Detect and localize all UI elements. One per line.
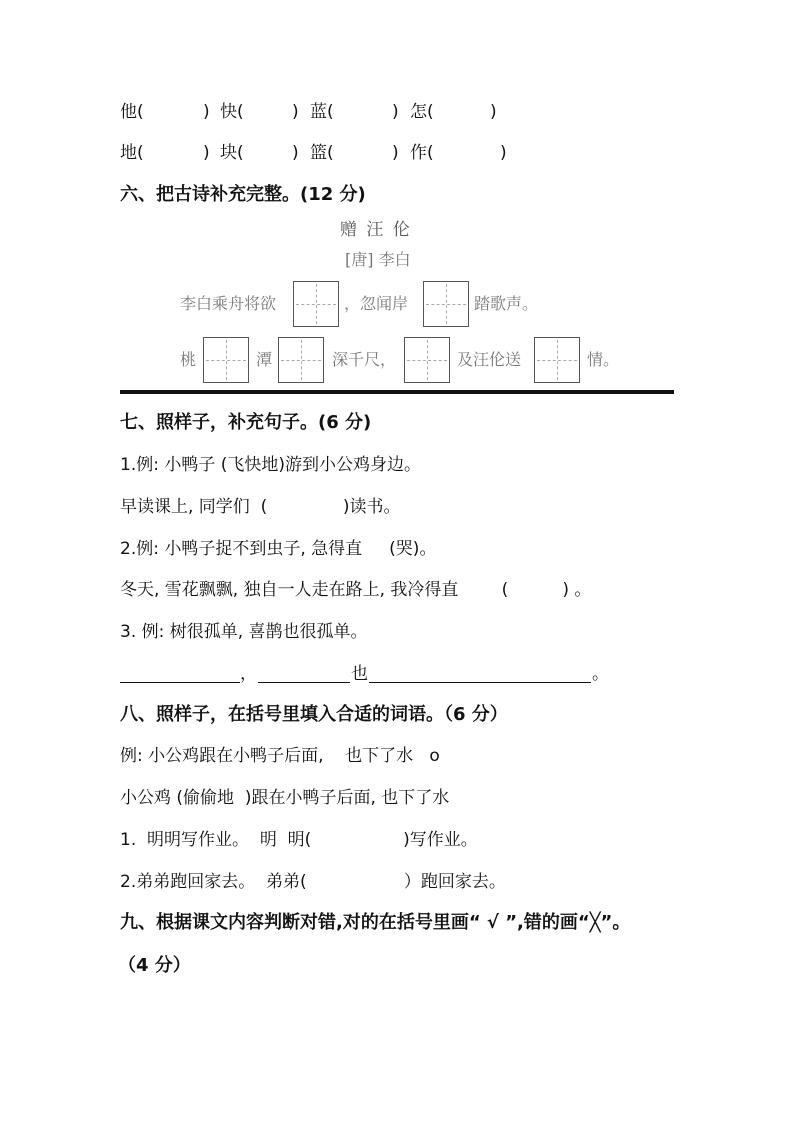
section-8-heading: 八、照样子，在括号里填入合适的词语。（6 分） bbox=[120, 704, 508, 725]
q3-separator: ， bbox=[240, 664, 257, 684]
s8-example-2: 小公鸡 (偷偷地 )跟在小鸭子后面, 也下了水 bbox=[120, 788, 450, 808]
q3-also: 也 bbox=[351, 664, 368, 684]
char-cell: 作( bbox=[410, 143, 434, 163]
q3-end: 。 bbox=[592, 664, 609, 684]
section-9-heading: 九、根据课文内容判断对错,对的在括号里画“ √ ”,错的画“╳”。 bbox=[120, 912, 631, 933]
answer-blank[interactable] bbox=[369, 682, 591, 683]
tian-grid-box[interactable] bbox=[423, 281, 469, 327]
tian-grid-box[interactable] bbox=[293, 281, 339, 327]
char-cell: 怎( bbox=[410, 102, 434, 122]
char-cell-close: ) bbox=[203, 102, 210, 122]
tian-grid-box[interactable] bbox=[278, 337, 324, 383]
char-cell: 篮( bbox=[310, 143, 334, 163]
q1-task: 早读课上, 同学们 ( )读书。 bbox=[120, 497, 401, 517]
tian-grid-box[interactable] bbox=[203, 337, 249, 383]
section-9-score: （4 分） bbox=[118, 955, 191, 976]
q2-example: 2.例: 小鸭子捉不到虫子, 急得直 (哭)。 bbox=[120, 539, 437, 559]
q2-task: 冬天, 雪花飘飘, 独自一人走在路上, 我冷得直 ( ) 。 bbox=[120, 580, 592, 600]
q1-example: 1.例: 小鸭子 (飞快地)游到小公鸡身边。 bbox=[120, 455, 422, 475]
s8-q2: 2.弟弟跑回家去。 弟弟( ）跑回家去。 bbox=[120, 872, 506, 892]
poem-line2-part2: 潭 bbox=[256, 350, 273, 369]
section-6-heading: 六、把古诗补充完整。(12 分) bbox=[120, 184, 366, 205]
char-cell-close: ) bbox=[292, 143, 299, 163]
char-cell-close: ) bbox=[292, 102, 299, 122]
poem-line1-part3: 踏歌声。 bbox=[474, 294, 539, 313]
char-cell-close: ) bbox=[392, 143, 399, 163]
char-cell-close: ) bbox=[392, 102, 399, 122]
poem-line2-part1: 桃 bbox=[180, 350, 197, 369]
char-cell: 块( bbox=[220, 143, 244, 163]
char-cell: 地( bbox=[120, 143, 144, 163]
s8-example-1: 例: 小公鸡跟在小鸭子后面, 也下了水 o bbox=[120, 746, 440, 766]
tian-grid-box[interactable] bbox=[404, 337, 450, 383]
char-cell: 快( bbox=[220, 102, 244, 122]
poem-author: [唐] 李白 bbox=[345, 250, 411, 269]
poem-title: 赠 汪 伦 bbox=[340, 220, 412, 240]
poem-line2-part5: 情。 bbox=[587, 350, 620, 369]
answer-blank[interactable] bbox=[258, 682, 350, 683]
poem-line1-part1: 李白乘舟将欲 bbox=[180, 294, 277, 313]
q3-example: 3. 例: 树很孤单, 喜鹊也很孤单。 bbox=[120, 622, 368, 642]
char-cell-close: ) bbox=[490, 102, 497, 122]
section-7-heading: 七、照样子，补充句子。(6 分) bbox=[120, 412, 372, 433]
poem-line2-part4: 及汪伦送 bbox=[457, 350, 522, 369]
tian-grid-box[interactable] bbox=[534, 337, 580, 383]
poem-line1-part2: ，忽闻岸 bbox=[344, 294, 409, 313]
answer-blank[interactable] bbox=[120, 682, 240, 683]
char-cell: 蓝( bbox=[310, 102, 334, 122]
char-cell-close: ) bbox=[500, 143, 507, 163]
char-cell-close: ) bbox=[203, 143, 210, 163]
char-cell: 他( bbox=[120, 102, 144, 122]
section-divider bbox=[120, 390, 674, 394]
poem-line2-part3: 深千尺， bbox=[332, 350, 397, 369]
s8-q1: 1. 明明写作业。 明 明( )写作业。 bbox=[120, 830, 478, 850]
